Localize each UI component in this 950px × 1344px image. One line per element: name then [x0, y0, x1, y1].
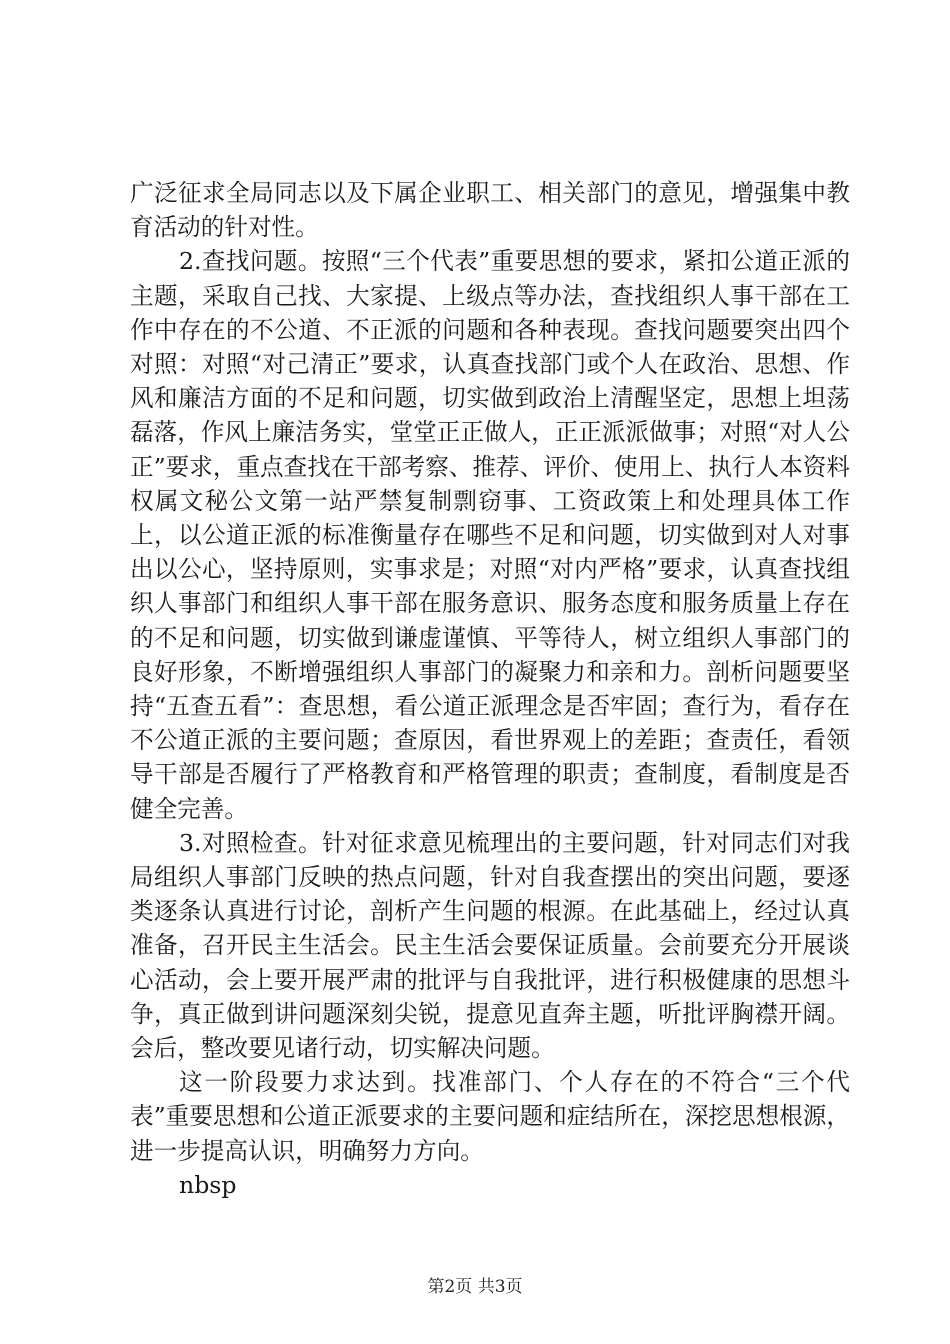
paragraph-stage-goal: 这一阶段要力求达到。找准部门、个人存在的不符合“三个代表”重要思想和公道正派要求的主要问题和症结所在，深挖思想根源，进一步提高认识，明确努力方向。	[130, 1068, 850, 1165]
paragraph-compare-check: 3.对照检查。针对征求意见梳理出的主要问题，针对同志们对我局组织人事部门反映的热点问题，针对自我查摆出的突出问题，要逐类逐条认真进行讨论，剖析产生问题的根源。在此基础上，经过认真准备，召开民主生活会。民主生活会要保证质量。会前要充分开展谈心活动，会上要开展严肃的批评与自我批评，进行积极健康的思想斗争，真正做到讲问题深刻尖锐，提意见直奔主题，听批评胸襟开阔。会后，整改要见诸行动，切实解决问题。	[130, 828, 850, 1063]
page-number-footer: 第2页 共3页	[427, 1277, 523, 1297]
document-body	[130, 176, 850, 1202]
paragraph-continuation: 广泛征求全局同志以及下属企业职工、相关部门的意见，增强集中教育活动的针对性。	[130, 179, 850, 242]
paragraph-nbsp: nbsp	[179, 1170, 237, 1199]
paragraph-find-problems: 2.查找问题。按照“三个代表”重要思想的要求，紧扣公道正派的主题，采取自己找、大家提、上级点等办法，查找组织人事干部在工作中存在的不公道、不正派的问题和各种表现。查找问题要突出四个对照：对照“对己清正”要求，认真查找部门或个人在政治、思想、作风和廉洁方面的不足和问题，切实做到政治上清醒坚定，思想上坦荡磊落，作风上廉洁务实，堂堂正正做人，正正派派做事；对照“对人公正”要求，重点查找在干部考察、推荐、评价、使用上、执行人本资料权属文秘公文第一站严禁复制剽窃事、工资政策上和处理具体工作上，以公道正派的标准衡量存在哪些不足和问题，切实做到对人对事出以公心，坚持原则，实事求是；对照“对内严格”要求，认真查找组织人事部门和组织人事干部在服务意识、服务态度和服务质量上存在的不足和问题，切实做到谦虚谨慎、平等待人，树立组织人事部门的良好形象，不断增强组织人事部门的凝聚力和亲和力。剖析问题要坚持“五查五看”：查思想，看公道正派理念是否牢固；查行为，看存在不公道正派的主要问题；查原因，看世界观上的差距；查责任，看领导干部是否履行了严格教育和严格管理的职责；查制度，看制度是否健全完善。	[130, 247, 850, 823]
